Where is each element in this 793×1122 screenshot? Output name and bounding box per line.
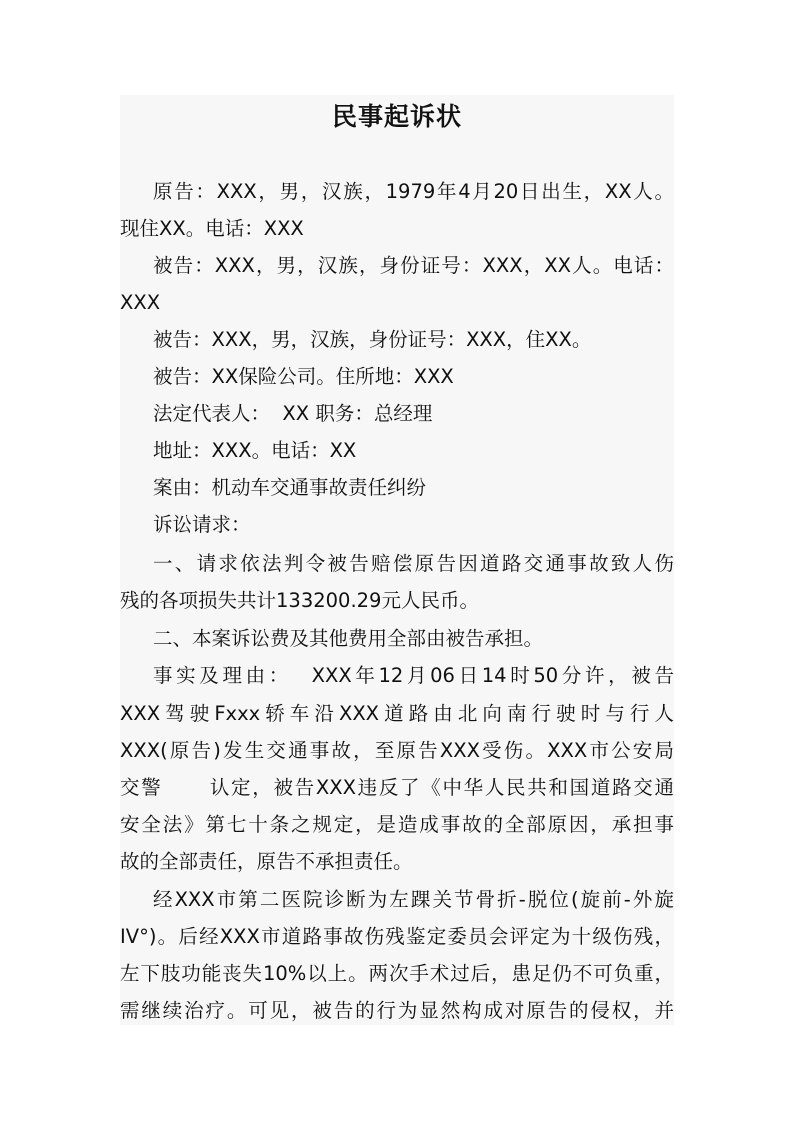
text-line-diagnosis-4: 需继续治疗。可见，被告的行为显然构成对原告的侵权，并 bbox=[120, 999, 674, 1022]
text-line-plaintiff: 原告：XXX，男，汉族，1979年4月20日出生，XX人。 bbox=[153, 180, 674, 203]
text-line-facts-3: XXX(原告)发生交通事故，至原告XXX受伤。XXX市公安局 bbox=[120, 739, 674, 762]
document-title: 民事起诉状 bbox=[331, 102, 462, 131]
text-line-diagnosis-1: 经XXX市第二医院诊断为左踝关节骨折-脱位(旋前-外旋 bbox=[153, 888, 674, 911]
text-line-claim-2: 二、本案诉讼费及其他费用全部由被告承担。 bbox=[153, 627, 544, 650]
text-line-defendant-2: 被告：XXX，男，汉族，身份证号：XXX，住XX。 bbox=[153, 328, 592, 351]
text-line-facts-5: 安全法》第七十条之规定，是造成事故的全部原因，承担事 bbox=[120, 813, 674, 836]
text-line-claims-heading: 诉讼请求： bbox=[153, 513, 251, 536]
text-line-facts-2: XXX驾驶Fxxx轿车沿XXX道路由北向南行驶时与行人 bbox=[120, 702, 674, 725]
text-line-diagnosis-2: IV°)。后经XXX市道路事故伤残鉴定委员会评定为十级伤残， bbox=[120, 925, 674, 948]
text-line-plaintiff-cont: 现住XX。电话：XXX bbox=[120, 217, 304, 240]
text-line-facts-6: 故的全部责任，原告不承担责任。 bbox=[120, 850, 413, 873]
text-line-cause: 案由：机动车交通事故责任纠纷 bbox=[153, 476, 427, 499]
text-line-defendant-3: 被告：XX保险公司。住所地：XXX bbox=[153, 365, 454, 388]
text-line-claim-1-cont: 残的各项损失共计133200.29元人民币。 bbox=[120, 589, 479, 612]
text-line-facts-1: 事实及理由： XXX年12月06日14时50分许，被告 bbox=[153, 664, 674, 687]
text-line-defendant-1-cont: XXX bbox=[120, 291, 161, 314]
document-page bbox=[120, 95, 674, 1025]
text-line-legal-rep: 法定代表人： XX 职务：总经理 bbox=[153, 402, 433, 425]
text-line-diagnosis-3: 左下肢功能丧失10%以上。两次手术过后，患足仍不可负重， bbox=[120, 962, 674, 985]
text-line-facts-4: 交警 认定，被告XXX违反了《中华人民共和国道路交通 bbox=[120, 776, 674, 799]
text-line-claim-1: 一、请求依法判令被告赔偿原告因道路交通事故致人伤 bbox=[153, 552, 674, 575]
text-line-defendant-1: 被告：XXX，男，汉族，身份证号：XXX，XX人。电话： bbox=[153, 254, 674, 277]
text-line-address: 地址：XXX。电话：XX bbox=[153, 439, 357, 462]
